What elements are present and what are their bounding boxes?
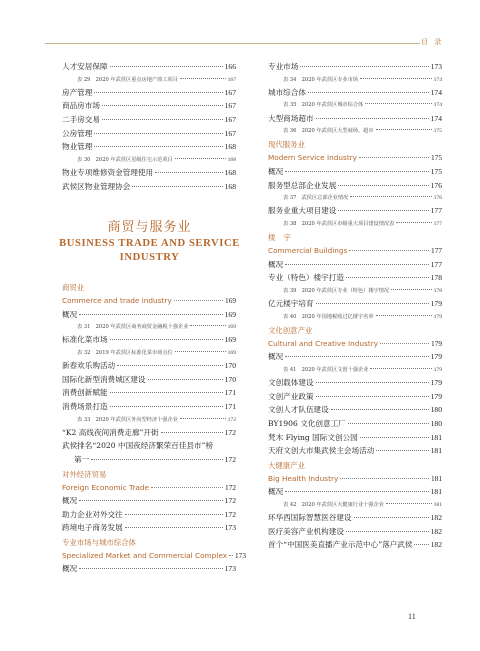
toc-entry[interactable] (62, 166, 236, 180)
toc-entry[interactable] (268, 285, 442, 297)
toc-entry[interactable] (62, 60, 236, 74)
dot-leader (338, 185, 428, 186)
toc-entry[interactable] (62, 281, 236, 294)
toc-entry-page: 168 (227, 156, 236, 163)
toc-entry-title: Big Health Industry (268, 473, 339, 483)
toc-entry[interactable] (62, 468, 236, 481)
dot-leader (376, 315, 432, 316)
toc-entry[interactable] (268, 511, 442, 525)
dot-leader (396, 222, 431, 223)
toc-entry[interactable] (62, 154, 236, 166)
toc-entry-title: 环华西国际智慧医谷建设 (268, 513, 352, 523)
toc-entry-title: “K2 高线夜间消费走廊”开街 (62, 427, 159, 437)
toc-entry[interactable] (62, 294, 236, 308)
dot-leader (348, 423, 429, 424)
toc-entry-page: 182 (430, 540, 442, 550)
toc-entry-title: 表 30 2020 年武侯区星级住宅示范项目 (77, 156, 173, 163)
dot-leader (125, 527, 223, 528)
toc-entry-title: 服务型总部企业发展 (268, 180, 337, 190)
toc-entry-page: 170 (224, 361, 236, 371)
section-heading-en: BUSINESS TRADE AND SERVICE INDUSTRY (59, 238, 240, 263)
toc-entry-title: 物业专项维修资金管理使用 (62, 167, 154, 177)
toc-entry-title: 服务业重大项目建设 (268, 206, 337, 216)
toc-entry-title: 文化创意产业 (268, 325, 313, 335)
toc-entry[interactable] (268, 297, 442, 311)
toc-entry-title: 表 42 2020 年武侯区大健康行业十强企业 (283, 501, 384, 508)
toc-entry[interactable] (268, 138, 442, 151)
dot-leader (79, 568, 222, 569)
toc-entry-page: 168 (224, 167, 236, 177)
toc-entry-title: 表 38 2020 年武侯区市级重大项目建设情况表 (283, 220, 395, 227)
toc-entry-page: 174 (433, 102, 442, 109)
dot-leader (300, 66, 428, 67)
dot-leader (155, 172, 222, 173)
toc-entry[interactable] (62, 373, 236, 387)
toc-entry-page: 179 (430, 352, 442, 362)
toc-entry-title: 概况 (268, 352, 284, 362)
toc-entry-page: 170 (224, 374, 236, 384)
toc-entry[interactable] (268, 60, 442, 74)
dot-leader (175, 158, 226, 159)
toc-entry-title: 物业管理 (62, 142, 93, 152)
toc-entry-title: 新春欢乐购活动 (62, 361, 116, 371)
toc-entry-page: 169 (224, 309, 236, 319)
dot-leader (79, 500, 222, 501)
toc-entry-page: 180 (430, 405, 442, 415)
dot-leader (370, 368, 431, 369)
dot-leader (91, 459, 222, 460)
toc-entry[interactable] (268, 271, 442, 285)
dot-leader (380, 343, 429, 344)
toc-entry-title: 首个“中国医美直播产业示范中心”落户武侯 (268, 540, 413, 550)
toc-entry-title: 文创人才队伍建设 (268, 405, 329, 415)
toc-entry-title: 商贸业 (62, 283, 85, 292)
toc-entry-title: 概况 (268, 166, 284, 176)
toc-entry[interactable] (62, 99, 236, 113)
toc-entry[interactable] (268, 112, 442, 126)
toc-entry[interactable] (268, 165, 442, 179)
toc-entry[interactable] (62, 481, 236, 495)
toc-entry-title: 概况 (62, 564, 78, 574)
dot-leader (229, 555, 233, 556)
toc-entry-title: 专业（特色）楼宇打造 (268, 273, 344, 283)
toc-entry-page: 177 (430, 206, 442, 216)
toc-entry-page: 169 (225, 296, 236, 305)
toc-entry-page: 172 (224, 509, 236, 519)
dot-leader (117, 365, 222, 366)
toc-entry[interactable] (62, 180, 236, 194)
dot-leader (360, 78, 432, 79)
toc-entry-title: 表 31 2020 年武侯区商务商贸金融税十强企业 (77, 324, 189, 331)
toc-entry-page: 182 (430, 526, 442, 536)
toc-entry-page: 179 (430, 378, 442, 388)
toc-entry[interactable] (62, 414, 236, 426)
page-number: 11 (408, 612, 416, 621)
toc-entry[interactable] (268, 151, 442, 165)
toc-entry[interactable] (268, 99, 442, 111)
toc-entry-page: 167 (227, 76, 236, 83)
dot-leader (349, 250, 429, 251)
dot-leader (110, 339, 223, 340)
dot-leader (391, 289, 432, 290)
toc-entry[interactable] (62, 562, 236, 576)
toc-entry-title: 表 41 2020 年武侯区文创十强企业 (283, 367, 369, 374)
dot-leader (102, 105, 223, 106)
toc-entry[interactable] (268, 179, 442, 193)
dot-leader (365, 103, 431, 104)
toc-entry[interactable] (268, 337, 442, 351)
toc-entry[interactable] (268, 525, 442, 539)
dot-leader (94, 133, 222, 134)
dot-leader (174, 300, 223, 301)
dot-leader (316, 396, 429, 397)
toc-entry-title: Modern Service Industry (268, 153, 357, 163)
dot-leader (346, 277, 429, 278)
toc-entry-title: 亿元楼宇培育 (268, 299, 314, 309)
toc-entry-title: 现代服务业 (268, 140, 305, 150)
toc-entry-page: 181 (430, 432, 442, 442)
toc-entry[interactable] (268, 538, 442, 552)
toc-entry[interactable] (62, 439, 236, 453)
header-rule (45, 43, 420, 44)
toc-entry-page: 166 (224, 62, 236, 71)
toc-entry[interactable] (268, 444, 442, 458)
toc-entry[interactable] (268, 390, 442, 404)
toc-entry[interactable] (62, 400, 236, 414)
dot-leader (110, 66, 223, 67)
toc-entry-title: Commercial Buildings (268, 246, 348, 256)
dot-leader (414, 544, 428, 545)
toc-entry-title: 人才安居保障 (62, 62, 108, 71)
dot-leader (285, 171, 428, 172)
toc-entry[interactable] (268, 403, 442, 417)
dot-leader (340, 478, 429, 479)
toc-entry-title: 城市综合体 (268, 87, 306, 97)
dot-leader (161, 432, 223, 433)
toc-entry-title: 表 37 武侯区总部企业情况 (283, 195, 349, 202)
toc-entry-title: 表 32 2019 年武侯区标准化菜市场点位 (77, 349, 173, 356)
toc-entry-page: 177 (430, 259, 442, 269)
toc-entry-title: 消费场景打造 (62, 401, 108, 411)
toc-entry[interactable] (268, 459, 442, 472)
toc-entry-page: 175 (430, 166, 442, 176)
toc-entry[interactable] (62, 536, 236, 549)
toc-entry[interactable] (62, 140, 236, 154)
toc-entry[interactable] (268, 364, 442, 376)
toc-entry-title: 大健康产业 (268, 460, 305, 470)
toc-entry[interactable] (62, 74, 236, 86)
toc-entry[interactable] (62, 521, 236, 535)
toc-entry[interactable] (268, 218, 442, 230)
dot-leader (316, 303, 429, 304)
dot-leader (148, 379, 223, 380)
dot-leader (151, 487, 223, 488)
toc-entry[interactable] (62, 113, 236, 127)
dot-leader (376, 450, 428, 451)
toc-entry-page: 174 (430, 113, 442, 123)
dot-leader (285, 356, 428, 357)
toc-entry[interactable] (268, 204, 442, 218)
toc-entry-title: 二手房交易 (62, 114, 100, 124)
dot-leader (360, 437, 429, 438)
toc-entry-title: Foreign Economic Trade (62, 482, 149, 492)
toc-entry-title: 概况 (62, 309, 78, 319)
toc-entry[interactable] (268, 258, 442, 272)
toc-entry-title: 表 35 2020 年武侯区城市综合体 (283, 102, 364, 109)
dot-leader (110, 392, 223, 393)
dot-leader (350, 196, 431, 197)
toc-entry-title: 商品房市场 (62, 101, 100, 111)
dot-leader (102, 119, 223, 120)
toc-entry-page: 173 (235, 550, 246, 560)
dot-leader (285, 264, 428, 265)
header-label: 目 录 (421, 38, 444, 46)
toc-entry-title: 大型商场超市 (268, 113, 314, 123)
toc-entry[interactable] (62, 359, 236, 373)
toc-entry[interactable] (268, 86, 442, 100)
toc-entry-title: 楼宇 (268, 233, 299, 243)
toc-entry-title: 标准化菜市场 (62, 335, 108, 345)
toc-entry-title: 跨境电子商务发展 (62, 523, 123, 533)
dot-leader (110, 406, 223, 407)
toc-entry[interactable] (62, 347, 236, 359)
toc-entry-page: 181 (433, 501, 442, 508)
toc-entry-page: 171 (224, 401, 236, 411)
toc-entry[interactable] (268, 324, 442, 337)
toc-entry-page: 177 (433, 220, 442, 227)
dot-leader (94, 92, 222, 93)
toc-entry-page: 179 (433, 313, 442, 320)
toc-entry-page: 179 (433, 367, 442, 374)
toc-entry-title: Commerce and trade industry (62, 296, 172, 305)
toc-entry[interactable] (268, 311, 442, 323)
dot-leader (346, 531, 429, 532)
toc-entry-title: Cultural and Creative Industry (268, 338, 379, 348)
dot-leader (316, 118, 429, 119)
toc-entry[interactable] (62, 494, 236, 508)
toc-entry[interactable] (268, 244, 442, 258)
toc-entry-title: 武侯排名“2020 中国夜经济繁荣百佳县市”榜 (62, 441, 214, 451)
toc-right (268, 60, 442, 552)
toc-entry[interactable] (62, 453, 236, 467)
toc-entry-page: 181 (431, 473, 442, 483)
toc-entry-page: 176 (433, 195, 442, 202)
toc-entry-title: 表 29 2020 年武侯区重点房地产竣工项目 (77, 76, 178, 83)
toc-entry-title: 武侯区物业管理协会 (62, 181, 131, 191)
toc-entry-title: 专业市场 (268, 62, 299, 71)
toc-entry-page: 181 (430, 487, 442, 497)
toc-entry-title: 房产管理 (62, 87, 93, 97)
dot-leader (180, 418, 226, 419)
toc-entry-title: 表 33 2020 年武侯区外向型经济十强企业 (77, 416, 178, 423)
toc-entry-title: 表 39 2020 年武侯区专业（特色）楼宇情况 (283, 287, 390, 294)
dot-leader (308, 92, 429, 93)
toc-left-top (62, 60, 236, 193)
toc-entry-title: 概况 (268, 487, 284, 497)
dot-leader (338, 210, 428, 211)
toc-entry-page: 177 (431, 246, 442, 256)
toc-entry-title: 表 36 2020 年武侯区大型商场、超市 (283, 128, 374, 135)
toc-entry-page: 178 (430, 273, 442, 283)
toc-entry-page: 174 (433, 76, 442, 83)
toc-entry-page: 175 (431, 153, 442, 163)
toc-entry[interactable] (62, 508, 236, 522)
toc-entry[interactable] (62, 386, 236, 400)
dot-leader (331, 409, 429, 410)
toc-entry-title: 消费创新赋能 (62, 388, 108, 398)
toc-entry-page: 172 (224, 427, 236, 437)
toc-entry-title: 概况 (268, 259, 284, 269)
toc-entry-title: BY1906 文化创意工厂 (268, 419, 346, 428)
toc-entry-page: 175 (433, 128, 442, 135)
toc-entry-title: 文创产业政策 (268, 391, 314, 401)
toc-entry[interactable] (268, 431, 442, 445)
dot-leader (94, 146, 222, 147)
toc-entry-page: 172 (224, 496, 236, 506)
toc-entry[interactable] (268, 125, 442, 137)
toc-entry-page: 172 (224, 454, 236, 464)
toc-entry-page: 171 (224, 388, 236, 398)
dot-leader (386, 503, 432, 504)
dot-leader (376, 129, 432, 130)
toc-entry-page: 176 (430, 180, 442, 190)
toc-entry[interactable] (268, 350, 442, 364)
toc-entry-title: 国际化新型消费城区建设 (62, 374, 146, 384)
toc-entry-title: 医疗美容产业机构建设 (268, 526, 344, 536)
toc-entry-title: 表 40 2020 年国地税收过亿楼宇名单 (283, 313, 374, 320)
dot-leader (316, 382, 429, 383)
toc-entry-page: 182 (430, 513, 442, 523)
toc-entry-page: 167 (224, 128, 236, 138)
toc-entry[interactable] (268, 231, 442, 244)
toc-entry[interactable] (62, 426, 236, 440)
toc-entry[interactable] (268, 376, 442, 390)
toc-entry-page: 168 (224, 142, 236, 152)
toc-entry-page: 179 (430, 391, 442, 401)
toc-entry-page: 181 (430, 446, 442, 456)
toc-entry[interactable] (62, 127, 236, 141)
toc-entry-page: 167 (224, 114, 236, 124)
toc-entry[interactable] (268, 74, 442, 86)
toc-entry-title: 对外经济贸易 (62, 469, 107, 479)
toc-entry-title: 公房管理 (62, 128, 93, 138)
toc-entry-page: 169 (227, 324, 236, 331)
toc-entry-title: 天府文创大市集武侯主会场活动 (268, 446, 375, 456)
dot-leader (125, 514, 223, 515)
toc-entry-title: 概况 (62, 496, 78, 506)
dot-leader (79, 314, 222, 315)
toc-entry-page: 178 (433, 287, 442, 294)
toc-entry-title: 文创载体建设 (268, 378, 314, 388)
toc-entry[interactable] (62, 321, 236, 333)
toc-entry-title: Specialized Market and Commercial Complex (62, 550, 228, 560)
toc-entry-title: 表 34 2020 年武侯区专业市场 (283, 76, 358, 83)
section-heading-cn: 商贸与服务业 (107, 220, 192, 235)
dot-leader (354, 517, 429, 518)
toc-entry[interactable] (268, 485, 442, 499)
toc-entry-title: 梵木 Flying 国际文创公园 (268, 432, 358, 442)
toc-entry-page: 173 (224, 564, 236, 574)
toc-entry-page: 173 (224, 523, 236, 533)
toc-entry[interactable] (268, 499, 442, 511)
dot-leader (359, 157, 429, 158)
toc-entry-page: 174 (430, 87, 442, 97)
toc-entry[interactable] (62, 333, 236, 347)
dot-leader (190, 325, 225, 326)
toc-entry-page: 179 (431, 338, 442, 348)
toc-entry-page: 180 (430, 419, 442, 428)
toc-entry-page: 172 (225, 482, 236, 492)
toc-left-bottom (62, 280, 246, 576)
toc-entry-page: 168 (224, 181, 236, 191)
toc-entry-page: 169 (227, 349, 236, 356)
toc-entry-page: 167 (224, 87, 236, 97)
toc-entry[interactable] (62, 549, 246, 563)
dot-leader (180, 78, 226, 79)
toc-entry-page: 169 (224, 335, 236, 345)
dot-leader (132, 186, 222, 187)
toc-entry[interactable] (62, 86, 236, 100)
toc-entry[interactable] (62, 308, 236, 322)
toc-entry-page: 167 (224, 101, 236, 111)
toc-entry[interactable] (268, 192, 442, 204)
toc-entry[interactable] (268, 472, 442, 486)
toc-entry[interactable] (268, 417, 442, 431)
dot-leader (285, 491, 428, 492)
toc-entry-page: 179 (430, 299, 442, 309)
dot-leader (175, 351, 226, 352)
toc-entry-title: 专业市场与城市综合体 (62, 537, 136, 547)
toc-entry-title: 助力企业对外交往 (62, 509, 123, 519)
toc-entry-page: 173 (430, 62, 442, 71)
toc-entry-title: 第一 (74, 454, 90, 464)
toc-entry-page: 172 (227, 416, 236, 423)
